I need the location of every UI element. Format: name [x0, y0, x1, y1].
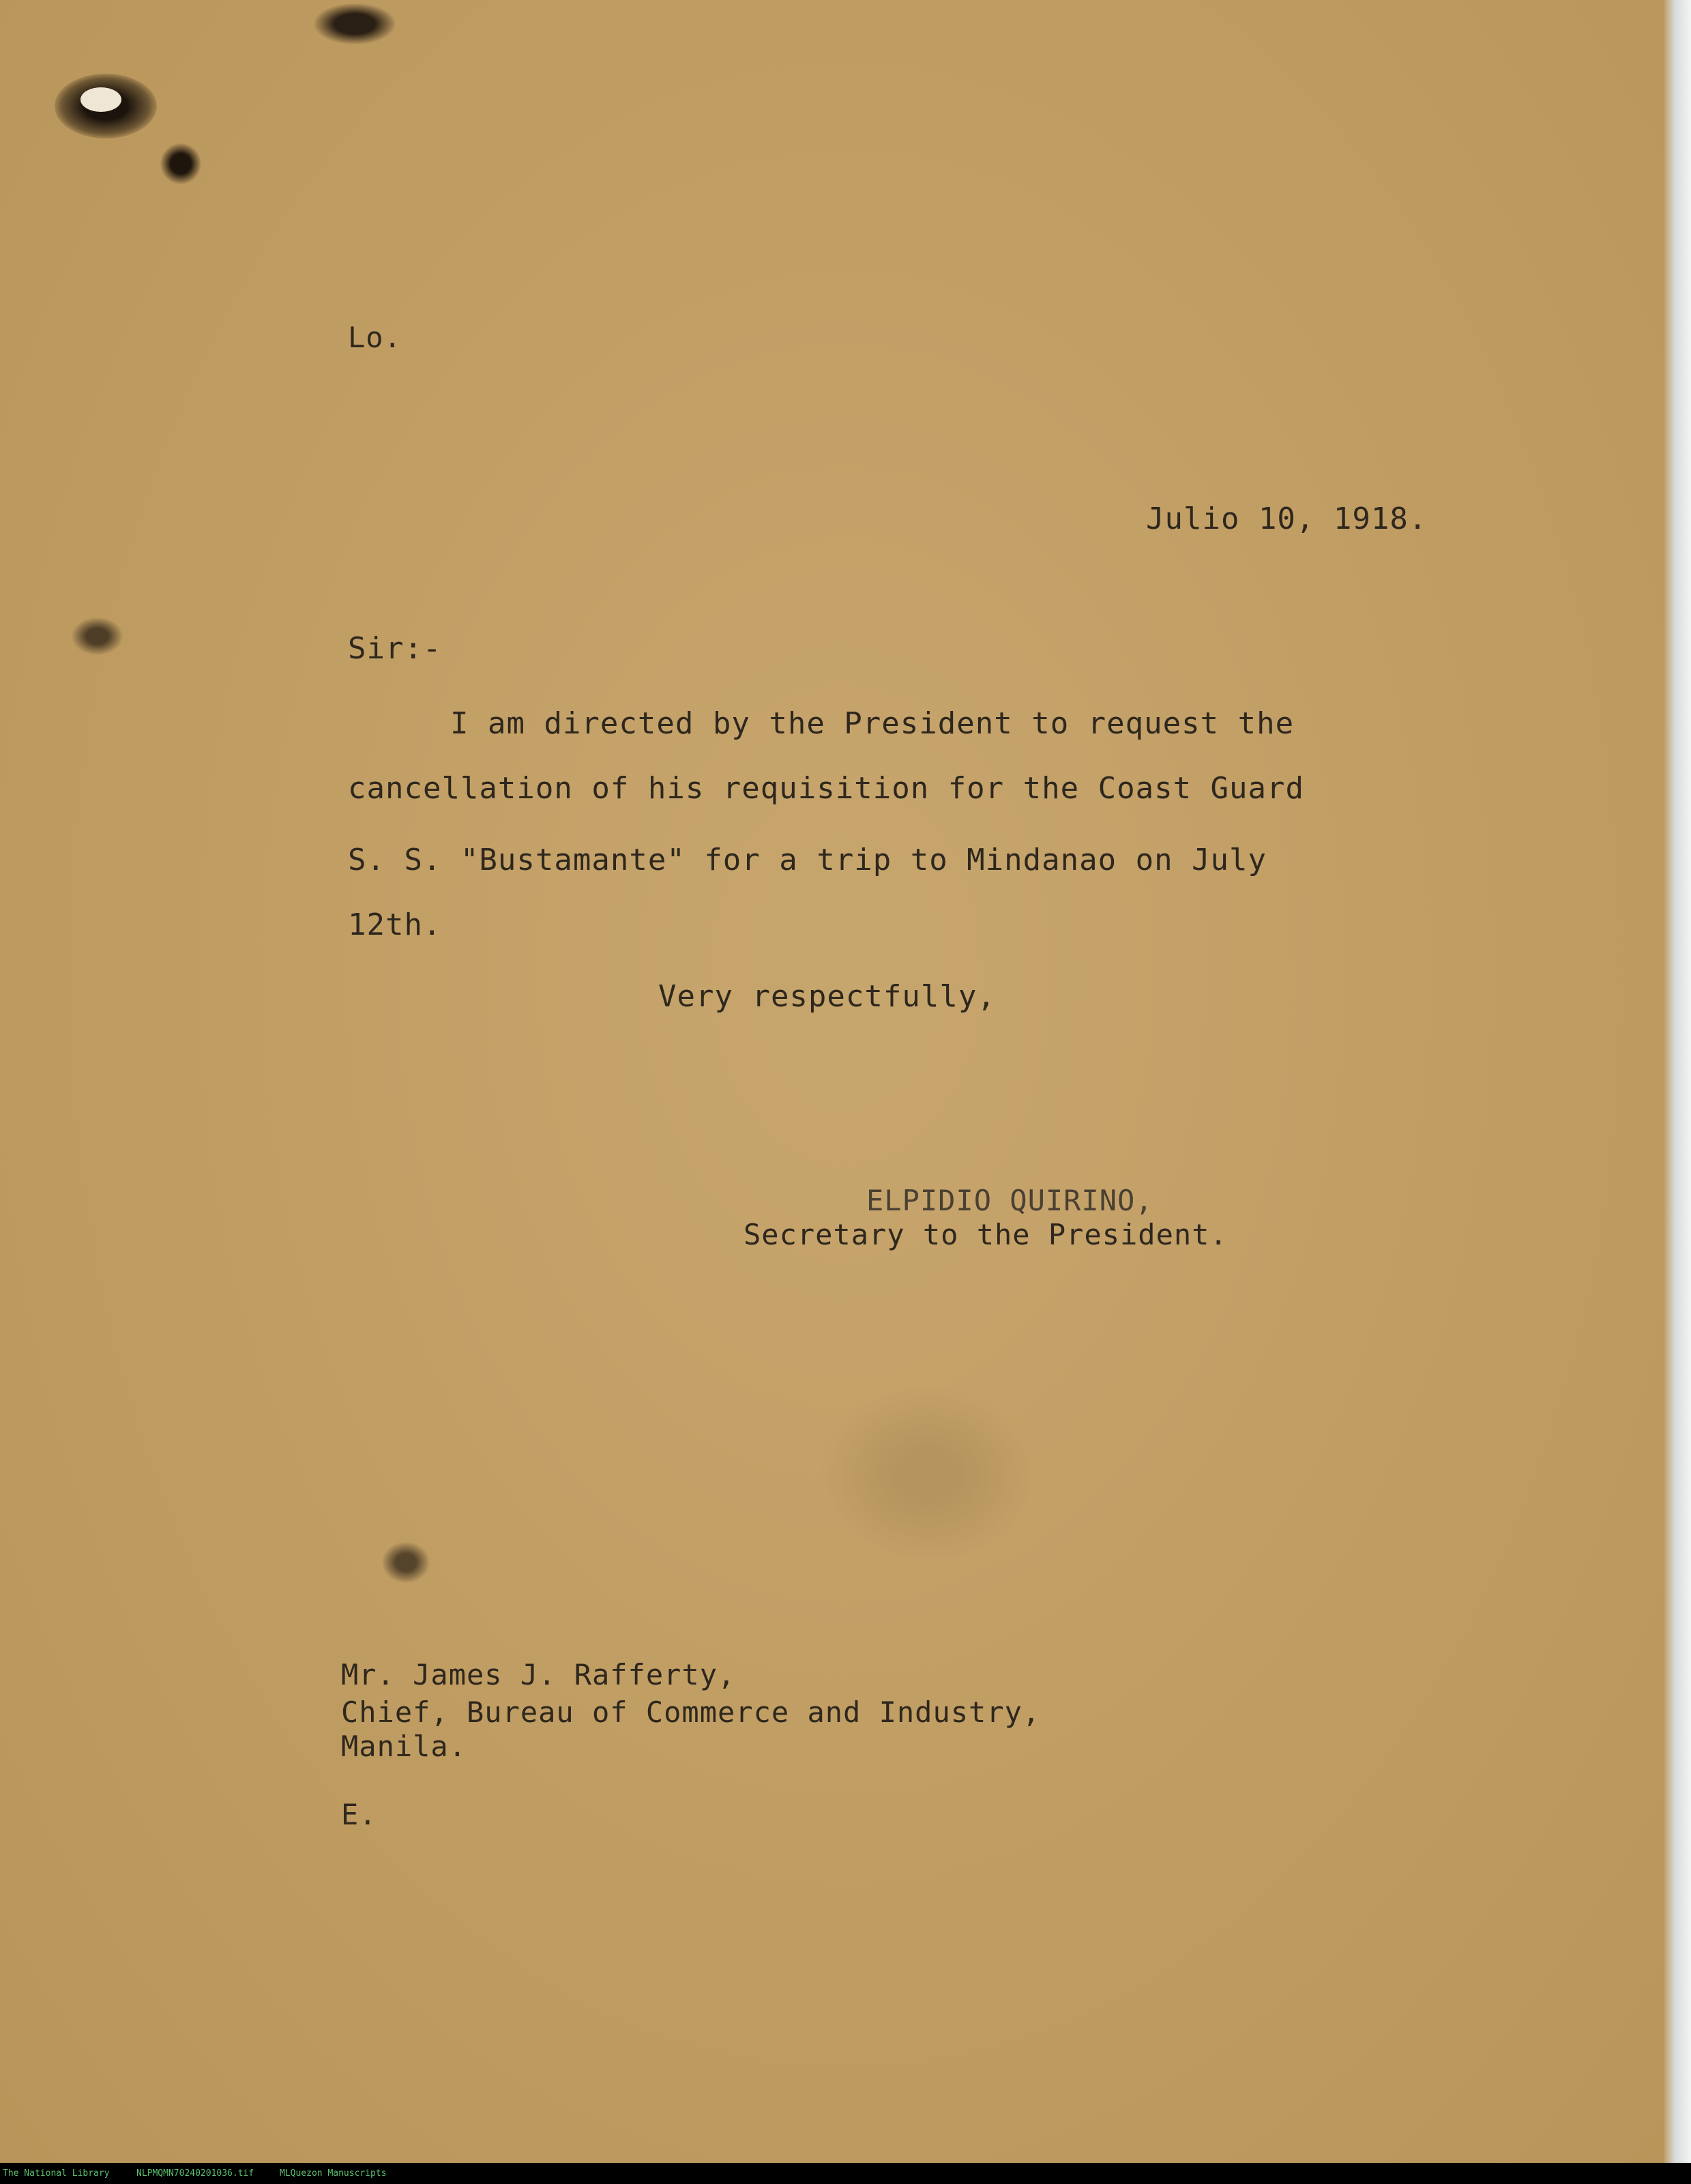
paper-blemish: [819, 1385, 1037, 1562]
scan-footer: [0, 2163, 1691, 2184]
addressee-line: Mr. James J. Rafferty,: [341, 1658, 736, 1691]
addressee-line: Chief, Bureau of Commerce and Industry,: [341, 1695, 1041, 1729]
letter-date: Julio 10, 1918.: [1146, 501, 1428, 536]
body-line: S. S. "Bustamante" for a trip to Mindanao on July: [348, 843, 1267, 877]
footer-collection: MLQuezon Manuscripts: [280, 2168, 387, 2179]
body-line: cancellation of his requisition for the Coast Guard: [348, 771, 1305, 806]
footer-institution: The National Library: [3, 2168, 110, 2179]
ink-stain: [160, 143, 201, 184]
scan-edge: [1664, 0, 1691, 2163]
signatory-title: Secretary to the President.: [744, 1218, 1228, 1251]
salutation: Sir:-: [348, 631, 442, 666]
body-line: I am directed by the President to request the: [450, 706, 1295, 741]
ink-stain: [72, 617, 123, 655]
ink-stain: [314, 3, 396, 44]
punch-hole: [80, 87, 121, 112]
signatory-name: ELPIDIO QUIRINO,: [866, 1184, 1153, 1217]
enclosure-mark: E.: [341, 1798, 377, 1831]
body-line: 12th.: [348, 907, 442, 942]
reference-initials: Lo.: [348, 321, 402, 354]
addressee-line: Manila.: [341, 1730, 467, 1763]
closing: Very respectfully,: [658, 979, 996, 1014]
footer-filename: NLPMQMN70240201036.tif: [136, 2168, 254, 2179]
ink-stain: [382, 1542, 430, 1583]
